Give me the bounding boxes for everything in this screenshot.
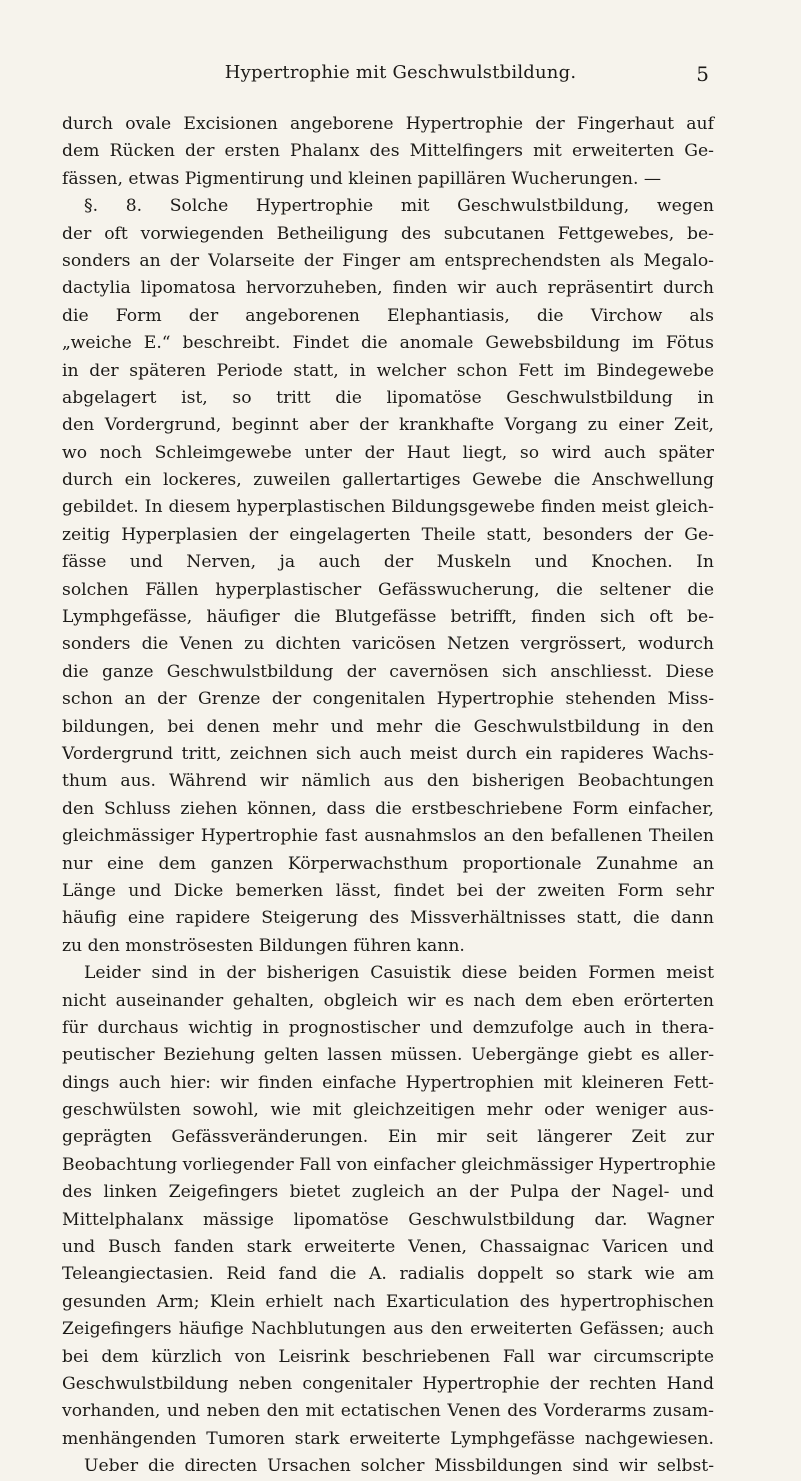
text-line: die ganze Geschwulstbildung der cavernösen sich anschliesst. Diese bbox=[62, 661, 714, 682]
text-line: häufig eine rapidere Steigerung des Missverhältnisses statt, die dann bbox=[62, 908, 714, 929]
text-line: Beobachtung vorliegender Fall von einfacher gleichmässiger Hypertrophie bbox=[62, 1154, 716, 1175]
text-line: Teleangiectasien. Reid fand die A. radialis doppelt so stark wie am bbox=[62, 1264, 714, 1285]
text-line: „weiche E.“ beschreibt. Findet die anomale Gewebsbildung im Fötus bbox=[62, 333, 714, 354]
text-line: solchen Fällen hyperplastischer Gefässwucherung, die seltener die bbox=[62, 579, 714, 600]
text-line: geprägten Gefässveränderungen. Ein mir seit längerer Zeit zur bbox=[62, 1127, 714, 1148]
text-line: thum aus. Während wir nämlich aus den bisherigen Beobachtungen bbox=[62, 771, 714, 792]
running-title: Hypertrophie mit Geschwulstbildung. bbox=[224, 62, 577, 83]
text-line: Lymphgefässe, häufiger die Blutgefässe betrifft, finden sich oft be- bbox=[62, 607, 714, 628]
text-line: dactylia lipomatosa hervorzuheben, finden wir auch repräsentirt durch bbox=[62, 278, 714, 299]
text-line: sonders die Venen zu dichten varicösen Netzen vergrössert, wodurch bbox=[62, 634, 714, 655]
text-line: in der späteren Periode statt, in welcher schon Fett im Bindegewebe bbox=[62, 360, 714, 381]
text-line: schon an der Grenze der congenitalen Hypertrophie stehenden Miss- bbox=[62, 689, 714, 710]
text-line: gesunden Arm; Klein erhielt nach Exarticulation des hypertrophischen bbox=[62, 1291, 714, 1312]
text-line: Ueber die directen Ursachen solcher Missbildungen sind wir selbst- bbox=[84, 1456, 714, 1477]
text-line: nur eine dem ganzen Körperwachsthum proportionale Zunahme an bbox=[62, 853, 714, 874]
text-line: menhängenden Tumoren stark erweiterte Lymphgefässe nachgewiesen. bbox=[62, 1428, 714, 1449]
text-line: dem Rücken der ersten Phalanx des Mittelfingers mit erweiterten Ge- bbox=[62, 141, 714, 162]
text-line: fässen, etwas Pigmentirung und kleinen papillären Wucherungen. — bbox=[62, 168, 662, 189]
text-line: der oft vorwiegenden Betheiligung des subcutanen Fettgewebes, be- bbox=[62, 223, 714, 244]
text-line: gebildet. In diesem hyperplastischen Bildungsgewebe finden meist gleich- bbox=[62, 497, 714, 518]
text-line: zeitig Hyperplasien der eingelagerten Theile statt, besonders der Ge- bbox=[62, 524, 714, 545]
body-text bbox=[62, 111, 714, 1481]
text-line: wo noch Schleimgewebe unter der Haut liegt, so wird auch später bbox=[62, 442, 714, 463]
text-line: §. 8. Solche Hypertrophie mit Geschwulstbildung, wegen bbox=[84, 196, 714, 217]
page-number: 5 bbox=[696, 62, 709, 86]
text-line: Mittelphalanx mässige lipomatöse Geschwulstbildung dar. Wagner bbox=[62, 1209, 714, 1230]
text-line: nicht auseinander gehalten, obgleich wir es nach dem eben erörterten bbox=[62, 990, 714, 1011]
text-line: gleichmässiger Hypertrophie fast ausnahmslos an den befallenen Theilen bbox=[62, 826, 714, 847]
text-line: des linken Zeigefingers bietet zugleich an der Pulpa der Nagel- und bbox=[62, 1182, 714, 1203]
text-line: Vordergrund tritt, zeichnen sich auch meist durch ein rapideres Wachs- bbox=[62, 743, 714, 764]
text-line: den Vordergrund, beginnt aber der krankhafte Vorgang zu einer Zeit, bbox=[62, 415, 714, 436]
text-line: durch ovale Excisionen angeborene Hypertrophie der Fingerhaut auf bbox=[62, 114, 714, 134]
text-line: zu den monströsesten Bildungen führen kann. bbox=[62, 935, 465, 956]
text-line: peutischer Beziehung gelten lassen müssen. Uebergänge giebt es aller- bbox=[62, 1045, 714, 1066]
text-line: und Busch fanden stark erweiterte Venen, Chassaignac Varicen und bbox=[62, 1237, 714, 1258]
text-line: Geschwulstbildung neben congenitaler Hypertrophie der rechten Hand bbox=[62, 1373, 714, 1394]
text-line: geschwülsten sowohl, wie mit gleichzeitigen mehr oder weniger aus- bbox=[62, 1100, 714, 1121]
text-line: vorhanden, und neben den mit ectatischen Venen des Vorderarms zusam- bbox=[62, 1401, 714, 1422]
text-line: abgelagert ist, so tritt die lipomatöse Geschwulstbildung in bbox=[62, 387, 714, 408]
text-line: Zeigefingers häufige Nachblutungen aus den erweiterten Gefässen; auch bbox=[62, 1319, 714, 1340]
text-line: Leider sind in der bisherigen Casuistik diese beiden Formen meist bbox=[84, 963, 714, 984]
text-line: durch ein lockeres, zuweilen gallertartiges Gewebe die Anschwellung bbox=[62, 470, 714, 491]
text-line: dings auch hier: wir finden einfache Hypertrophien mit kleineren Fett- bbox=[62, 1072, 714, 1093]
text-line: bildungen, bei denen mehr und mehr die Geschwulstbildung in den bbox=[62, 716, 714, 737]
running-head bbox=[0, 62, 801, 90]
text-line: fässe und Nerven, ja auch der Muskeln und Knochen. In bbox=[62, 552, 714, 573]
text-line: Länge und Dicke bemerken lässt, findet bei der zweiten Form sehr bbox=[62, 880, 714, 901]
text-line: den Schluss ziehen können, dass die erstbeschriebene Form einfacher, bbox=[62, 798, 714, 819]
text-line: sonders an der Volarseite der Finger am entsprechendsten als Megalo- bbox=[62, 250, 714, 271]
text-line: die Form der angeborenen Elephantiasis, die Virchow als bbox=[62, 305, 714, 326]
text-line: bei dem kürzlich von Leisrink beschriebenen Fall war circumscripte bbox=[62, 1346, 714, 1367]
text-line: für durchaus wichtig in prognostischer und demzufolge auch in thera- bbox=[62, 1017, 714, 1038]
